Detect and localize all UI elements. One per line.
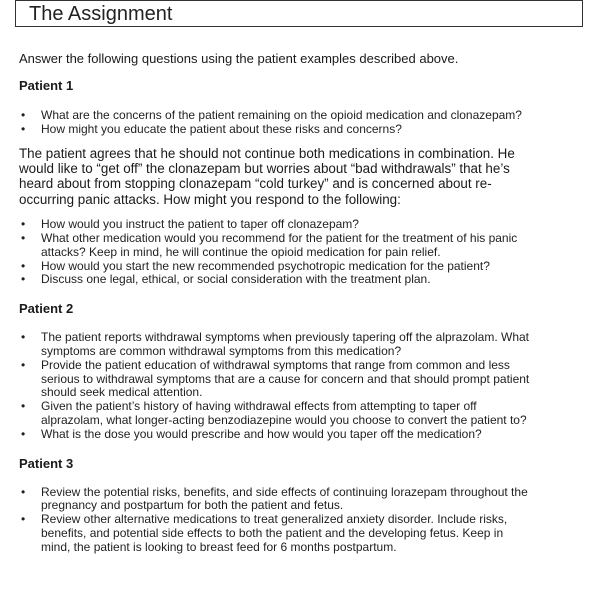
list-item: • What is the dose you would prescribe and how would you taper off the medication? bbox=[21, 426, 482, 441]
bullet-icon: • bbox=[21, 108, 26, 122]
patient2-bullets bbox=[19, 331, 579, 441]
bullet-icon: • bbox=[21, 231, 26, 246]
patient1-heading: Patient 1 bbox=[19, 78, 74, 93]
patient1-paragraph bbox=[19, 146, 579, 208]
bullet-icon: • bbox=[21, 272, 26, 287]
list-item: • Given the patient’s history of having withdrawal effects from attempting to taper off alprazolam, what longer-acting benzodiazepine would you choose to convert the patient to? bbox=[21, 399, 527, 427]
list-item: • The patient reports withdrawal symptoms when previously tapering off the alprazolam. What symptoms are common withdrawal symptoms from this medication? bbox=[21, 330, 530, 358]
patient3-heading: Patient 3 bbox=[19, 455, 74, 471]
list-item: • What other medication would you recommend for the patient for the treatment of his panic attacks? Keep in mind, he will continue the opioid medication for pain relief. bbox=[21, 231, 518, 259]
list-item: • How would you instruct the patient to taper off clonazepam? bbox=[21, 217, 359, 232]
bullet-icon: • bbox=[21, 512, 26, 527]
bullet-icon: • bbox=[21, 217, 26, 232]
patient3-bullets bbox=[19, 486, 579, 555]
bullet-icon: • bbox=[21, 121, 26, 136]
list-item: • How would you start the new recommended psychotropic medication for the patient? bbox=[21, 258, 490, 273]
assignment-content bbox=[19, 51, 579, 555]
list-item: • What are the concerns of the patient remaining on the opioid medication and clonazepam? bbox=[21, 108, 522, 122]
list-item: • How might you educate the patient about these risks and concerns? bbox=[21, 121, 402, 136]
list-item: • Provide the patient education of withdrawal symptoms that range from common and less serious to withdrawal symptoms that are a cause for concern and that should prompt patient should seek medical attention. bbox=[21, 357, 530, 400]
patient2-heading: Patient 2 bbox=[19, 301, 74, 317]
title-box bbox=[15, 0, 583, 27]
bullet-icon: • bbox=[21, 399, 26, 414]
paragraph-line: heard about from stopping clonazepam “cold turkey” and is concerned about re- bbox=[19, 176, 492, 192]
intro-text: Answer the following questions using the patient examples described above. bbox=[19, 51, 459, 66]
patient1-bullets-b bbox=[19, 218, 579, 287]
list-item: • Discuss one legal, ethical, or social consideration with the treatment plan. bbox=[21, 272, 431, 287]
bullet-icon: • bbox=[21, 357, 26, 372]
patient1-bullets-a bbox=[19, 109, 579, 137]
page-title: The Assignment bbox=[29, 3, 173, 25]
list-item: • Review other alternative medications to treat generalized anxiety disorder. Include risks, benefits, and potential side effects to both the patient and the developing fetus. Keep in mind, the patient is looking to breast feed for 6 months postpartum. bbox=[21, 512, 508, 554]
paragraph-line: The patient agrees that he should not continue both medications in combination. He bbox=[19, 145, 515, 161]
list-item: • Review the potential risks, benefits, and side effects of continuing lorazepam throughout the pregnancy and postpartum for both the patient and fetus. bbox=[21, 484, 528, 513]
paragraph-line: occurring panic attacks. How might you respond to the following: bbox=[19, 191, 401, 207]
paragraph-line: would like to “get off” the clonazepam but worries about “bad withdrawals” that he’s bbox=[19, 161, 510, 176]
bullet-icon: • bbox=[21, 426, 26, 441]
bullet-icon: • bbox=[21, 330, 26, 345]
bullet-icon: • bbox=[21, 258, 26, 273]
bullet-icon: • bbox=[21, 484, 26, 499]
